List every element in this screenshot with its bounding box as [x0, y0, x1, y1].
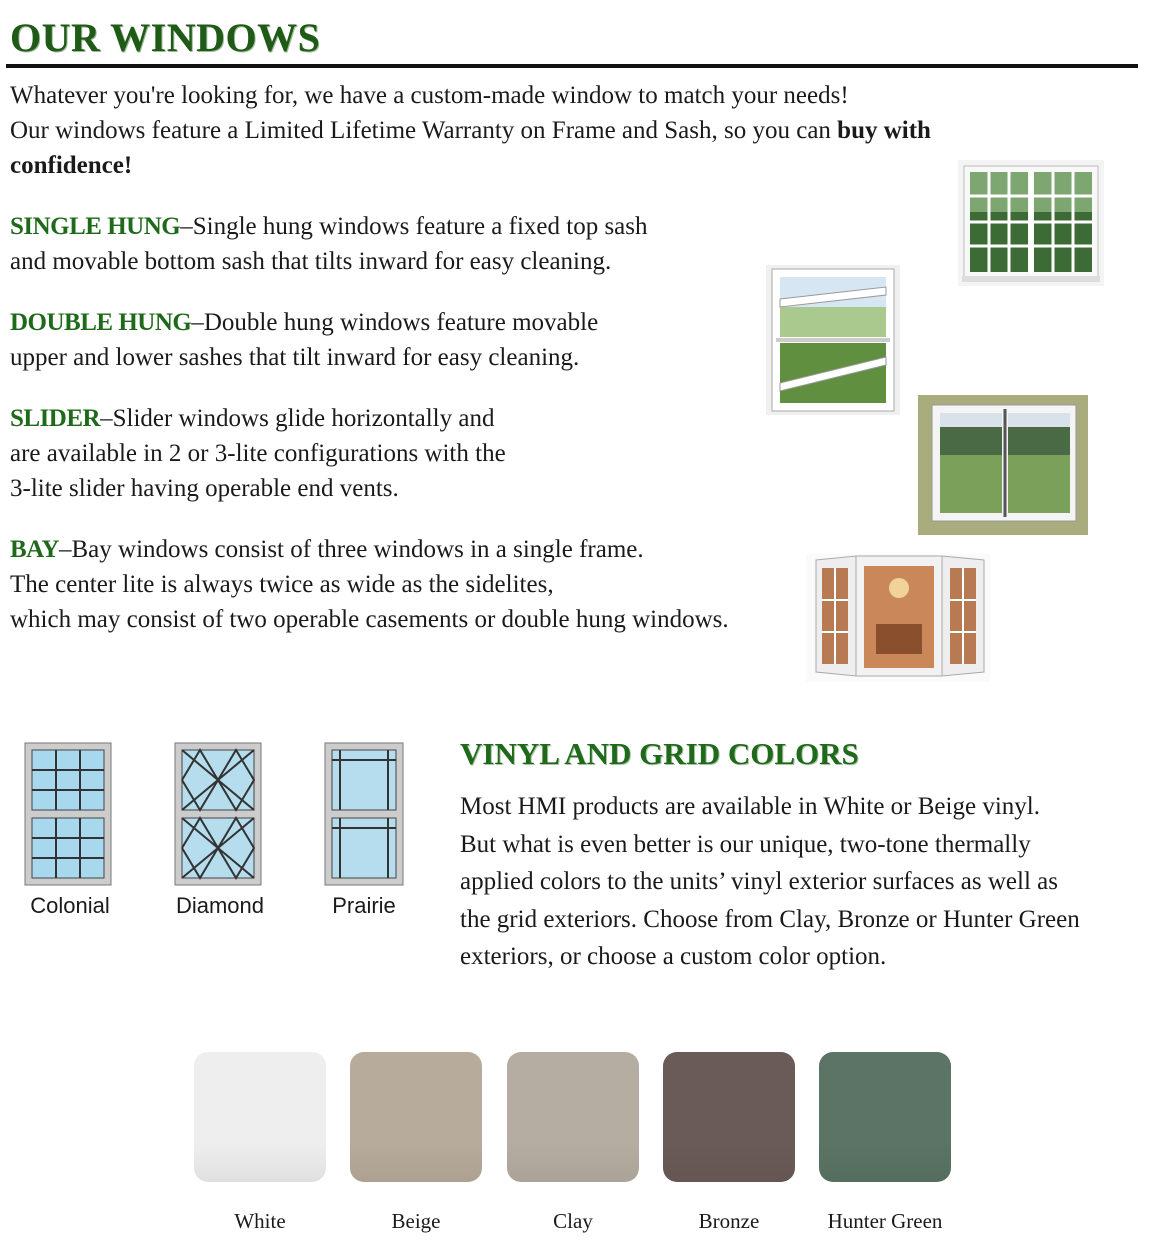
intro-line-1: Whatever you're looking for, we have a custom-made window to match your needs! — [10, 82, 849, 109]
double-hung-desc-2: upper and lower sashes that tilt inward for easy cleaning. — [10, 344, 580, 371]
double-hung-image — [766, 265, 900, 415]
single-hung-image — [958, 160, 1104, 286]
single-hung-heading: SINGLE HUNG — [10, 213, 181, 240]
swatch-beige — [350, 1052, 482, 1182]
swatch-label-white: White — [234, 1209, 286, 1233]
single-hung-line-1 — [10, 209, 648, 244]
bay-heading: BAY — [10, 536, 59, 563]
swatch-clay — [507, 1052, 639, 1182]
bay-desc-2: The center lite is always twice as wide as the sidelites, — [10, 571, 554, 598]
single-hung-desc-1: –Single hung windows feature a fixed top sash — [180, 213, 648, 240]
vinyl-line-3: applied colors to the units’ vinyl exterior surfaces as well as — [460, 868, 1058, 895]
slider-desc-3: 3-lite slider having operable end vents. — [10, 475, 399, 502]
double-hung-section — [10, 305, 598, 375]
intro-line-3-bold: confidence! — [10, 152, 133, 179]
page-title: OUR WINDOWS — [10, 15, 321, 60]
vinyl-line-5: exteriors, or choose a custom color option. — [460, 943, 887, 970]
bay-image — [806, 554, 990, 682]
grid-label-colonial: Colonial — [30, 893, 110, 918]
colonial-grid-icon — [24, 742, 112, 886]
swatch-bronze — [663, 1052, 795, 1182]
vinyl-line-1: Most HMI products are available in White or Beige vinyl. — [460, 793, 1040, 820]
single-hung-desc-2: and movable bottom sash that tilts inward for easy cleaning. — [10, 248, 612, 275]
grid-label-diamond: Diamond — [175, 893, 265, 918]
double-hung-desc-1: –Double hung windows feature movable — [191, 309, 599, 336]
swatch-white — [194, 1052, 326, 1182]
slider-heading: SLIDER — [10, 405, 101, 432]
bay-section — [10, 532, 729, 637]
double-hung-line-1 — [10, 305, 598, 340]
slider-image — [918, 395, 1088, 535]
swatch-label-bronze: Bronze — [698, 1209, 760, 1233]
intro-line-3 — [10, 148, 931, 183]
intro-text — [10, 78, 931, 183]
intro-line-2 — [10, 113, 931, 148]
swatch-hunter-green — [819, 1052, 951, 1182]
double-hung-heading: DOUBLE HUNG — [10, 309, 192, 336]
bay-line-1 — [10, 532, 729, 567]
swatch-label-beige: Beige — [391, 1209, 441, 1233]
slider-line-1 — [10, 401, 506, 436]
grid-label-prairie: Prairie — [332, 893, 396, 918]
bay-desc-1: –Bay windows consist of three windows in a single frame. — [59, 536, 644, 563]
single-hung-section — [10, 209, 648, 279]
title-rule — [6, 64, 1138, 68]
bay-desc-3: which may consist of two operable casements or double hung windows. — [10, 606, 729, 633]
vinyl-line-2: But what is even better is our unique, two-tone thermally — [460, 830, 1031, 858]
vinyl-text — [460, 788, 1080, 976]
swatch-label-hunter-green: Hunter Green — [827, 1209, 943, 1233]
vinyl-heading: VINYL AND GRID COLORS — [460, 736, 859, 771]
diamond-grid-icon — [174, 742, 262, 886]
slider-section — [10, 401, 506, 506]
intro-line-2-bold: buy with — [837, 117, 931, 144]
slider-desc-2: are available in 2 or 3-lite configurations with the — [10, 440, 506, 467]
intro-line-2-text: Our windows feature a Limited Lifetime Warranty on Frame and Sash, so you can — [10, 117, 838, 144]
swatch-label-clay: Clay — [553, 1209, 593, 1233]
slider-desc-1: –Slider windows glide horizontally and — [100, 405, 495, 432]
vinyl-line-4: the grid exteriors. Choose from Clay, Bronze or Hunter Green — [460, 905, 1080, 933]
prairie-grid-icon — [324, 742, 404, 886]
